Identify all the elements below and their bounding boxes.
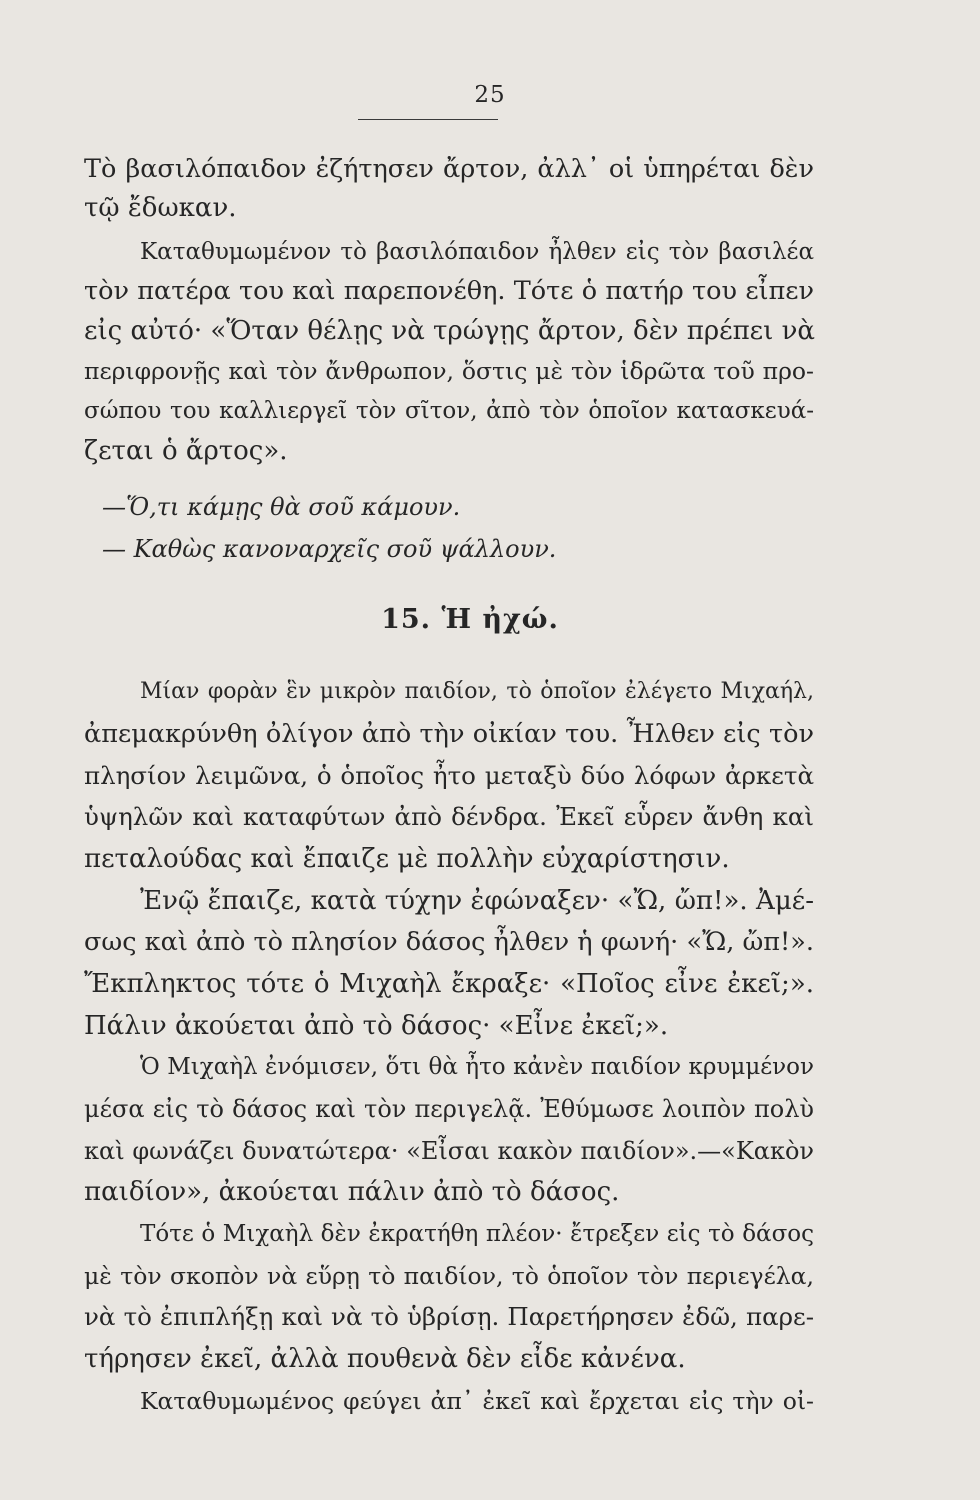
text-line: Τὸ βασιλόπαιδον ἐζήτησεν ἄρτον, ἀλλ᾽ οἱ ὑπηρέται δὲν bbox=[84, 154, 814, 184]
text-line: τὸν πατέρα του καὶ παρεπονέθη. Τότε ὁ πατήρ του εἶπεν bbox=[84, 276, 814, 306]
text-line: ζεται ὁ ἄρτος». bbox=[84, 436, 288, 466]
text-line: Μίαν φορὰν ἓν μικρὸν παιδίον, τὸ ὁποῖον ἐλέγετο Μιχαήλ, bbox=[140, 679, 814, 704]
text-line: περιφρονῇς καὶ τὸν ἄνθρωπον, ὅστις μὲ τὸν ἱδρῶτα τοῦ προ- bbox=[84, 357, 814, 385]
text-line: Καταθυμωμένον τὸ βασιλόπαιδον ἦλθεν εἰς τὸν βασιλέα bbox=[140, 239, 814, 265]
text-line: μὲ τὸν σκοπὸν νὰ εὕρῃ τὸ παιδίον, τὸ ὁποῖον τὸν περιεγέλα, bbox=[84, 1262, 814, 1290]
saying: — Καθὼς κανοναρχεῖς σοῦ ψάλλουν. bbox=[102, 535, 557, 563]
text-line: ὑψηλῶν καὶ καταφύτων ἀπὸ δένδρα. Ἐκεῖ εὗρεν ἄνθη καὶ bbox=[84, 802, 814, 831]
text-line: Ἐνῷ ἔπαιζε, κατὰ τύχην ἐφώναξεν· «Ὤ, ὤπ!». Ἀμέ- bbox=[140, 886, 814, 916]
text-line: Καταθυμωμένος φεύγει ἀπ᾽ ἐκεῖ καὶ ἔρχεται εἰς τὴν οἰ- bbox=[140, 1387, 814, 1415]
text-line: πλησίον λειμῶνα, ὁ ὁποῖος ἦτο μεταξὺ δύο λόφων ἀρκετὰ bbox=[84, 761, 814, 790]
text-line: σως καὶ ἀπὸ τὸ πλησίον δάσος ἦλθεν ἡ φωνή· «Ὤ, ὤπ!». bbox=[84, 927, 814, 957]
text-line: Τότε ὁ Μιχαὴλ δὲν ἐκρατήθη πλέον· ἔτρεξεν εἰς τὸ δάσος bbox=[140, 1221, 814, 1247]
text-line: σώπου του καλλιεργεῖ τὸν σῖτον, ἀπὸ τὸν ὁποῖον κατασκευά- bbox=[84, 398, 814, 424]
text-line: καὶ φωνάζει δυνατώτερα· «Εἶσαι κακὸν παιδίον».—«Κακὸν bbox=[84, 1137, 814, 1165]
page-number: 25 bbox=[474, 82, 506, 108]
text-line: παιδίον», ἀκούεται πάλιν ἀπὸ τὸ δάσος. bbox=[84, 1177, 620, 1207]
text-line: τῷ ἔδωκαν. bbox=[84, 193, 237, 223]
text-line: εἰς αὐτό· «Ὅταν θέλῃς νὰ τρώγῃς ἄρτον, δὲν πρέπει νὰ bbox=[84, 316, 815, 346]
text-line: Ἔκπληκτος τότε ὁ Μιχαὴλ ἔκραξε· «Ποῖος εἶνε ἐκεῖ;». bbox=[84, 969, 814, 999]
section-heading: 15. Ἡ ἠχώ. bbox=[381, 604, 559, 635]
text-line: μέσα εἰς τὸ δάσος καὶ τὸν περιγελᾷ. Ἐθύμωσε λοιπὸν πολὺ bbox=[84, 1095, 814, 1123]
text-line: πεταλούδας καὶ ἔπαιζε μὲ πολλὴν εὐχαρίστησιν. bbox=[84, 844, 730, 874]
text-line: ἀπεμακρύνθη ὀλίγον ἀπὸ τὴν οἰκίαν του. Ἦλθεν εἰς τὸν bbox=[84, 719, 814, 749]
text-line: Ὁ Μιχαὴλ ἐνόμισεν, ὅτι θὰ ἦτο κἀνὲν παιδίον κρυμμένον bbox=[140, 1054, 814, 1080]
saying: —Ὅ,τι κάμῃς θὰ σοῦ κάμουν. bbox=[102, 493, 461, 521]
header-rule bbox=[358, 119, 498, 120]
text-line: τήρησεν ἐκεῖ, ἀλλὰ πουθενὰ δὲν εἶδε κἀνένα. bbox=[84, 1344, 686, 1374]
text-line: νὰ τὸ ἐπιπλήξῃ καὶ νὰ τὸ ὑβρίσῃ. Παρετήρησεν ἐδῶ, παρε- bbox=[84, 1302, 814, 1331]
text-line: Πάλιν ἀκούεται ἀπὸ τὸ δάσος· «Εἶνε ἐκεῖ;». bbox=[84, 1011, 669, 1041]
